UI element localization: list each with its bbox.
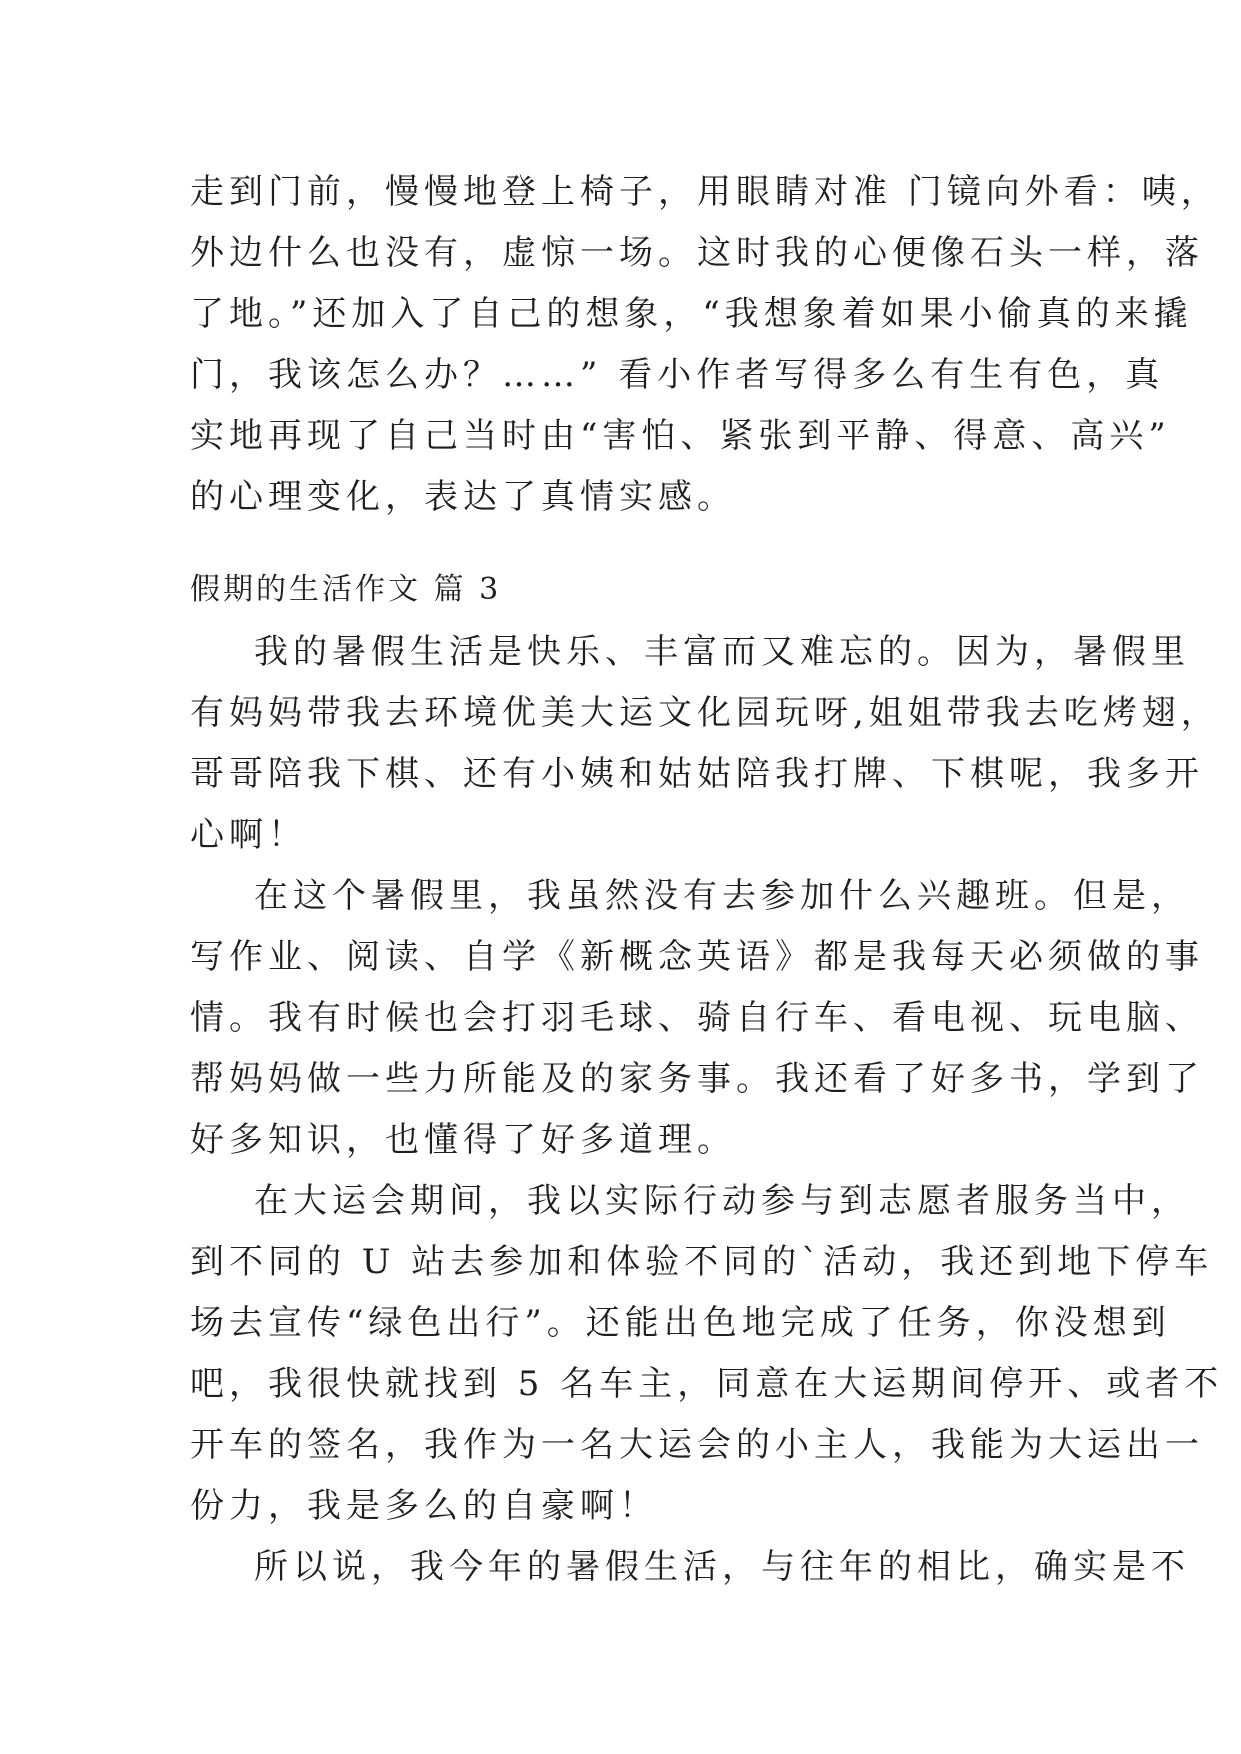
text-line: 实地再现了自己当时由“害怕、紧张到平静、得意、高兴” bbox=[190, 416, 1171, 456]
text-line: 哥哥陪我下棋、还有小姨和姑姑陪我打牌、下棋呢，我多开 bbox=[190, 754, 1204, 794]
continuation-paragraph bbox=[190, 162, 1220, 528]
text-line: 到不同的 U 站去参加和体验不同的`活动，我还到地下停车 bbox=[190, 1242, 1214, 1282]
text-line: 开车的签名，我作为一名大运会的小主人，我能为大运出一 bbox=[190, 1425, 1204, 1465]
text-line: 在大运会期间，我以实际行动参与到志愿者服务当中， bbox=[254, 1181, 1190, 1221]
text-line: 场去宣传“绿色出行”。还能出色地完成了任务，你没想到 bbox=[190, 1303, 1171, 1343]
section-heading: 假期的生活作文 篇 3 bbox=[190, 572, 502, 607]
text-line: 帮妈妈做一些力所能及的家务事。我还看了好多书，学到了 bbox=[190, 1059, 1204, 1099]
text-line: 有妈妈带我去环境优美大运文化园玩呀,姐姐带我去吃烤翅， bbox=[190, 693, 1220, 733]
text-line: 所以说，我今年的暑假生活，与往年的相比，确实是不 bbox=[254, 1547, 1190, 1587]
text-line: 在这个暑假里，我虽然没有去参加什么兴趣班。但是， bbox=[254, 876, 1190, 916]
text-line: 情。我有时候也会打羽毛球、骑自行车、看电视、玩电脑、 bbox=[190, 998, 1204, 1038]
text-line: 好多知识，也懂得了好多道理。 bbox=[190, 1120, 736, 1160]
text-line: 外边什么也没有，虚惊一场。这时我的心便像石头一样，落 bbox=[190, 233, 1204, 273]
text-line: 了地。”还加入了自己的想象，“我想象着如果小偷真的来撬 bbox=[190, 294, 1193, 334]
text-line: 写作业、阅读、自学《新概念英语》都是我每天必须做的事 bbox=[190, 937, 1204, 977]
paragraph-2 bbox=[190, 866, 1204, 1171]
text-line: 门，我该怎么办？……” 看小作者写得多么有生有色，真 bbox=[190, 355, 1165, 395]
text-line: 份力，我是多么的自豪啊！ bbox=[190, 1486, 658, 1526]
paragraph-4 bbox=[190, 1537, 1190, 1598]
text-line: 吧，我很快就找到 5 名车主，同意在大运期间停开、或者不 bbox=[190, 1364, 1224, 1404]
text-line: 的心理变化，表达了真情实感。 bbox=[190, 477, 736, 517]
paragraph-3 bbox=[190, 1171, 1224, 1537]
text-line: 心啊！ bbox=[190, 815, 307, 855]
text-line: 走到门前，慢慢地登上椅子，用眼睛对准 门镜向外看：咦， bbox=[190, 172, 1220, 212]
paragraph-1 bbox=[190, 622, 1220, 866]
text-line: 我的暑假生活是快乐、丰富而又难忘的。因为，暑假里 bbox=[254, 632, 1190, 672]
